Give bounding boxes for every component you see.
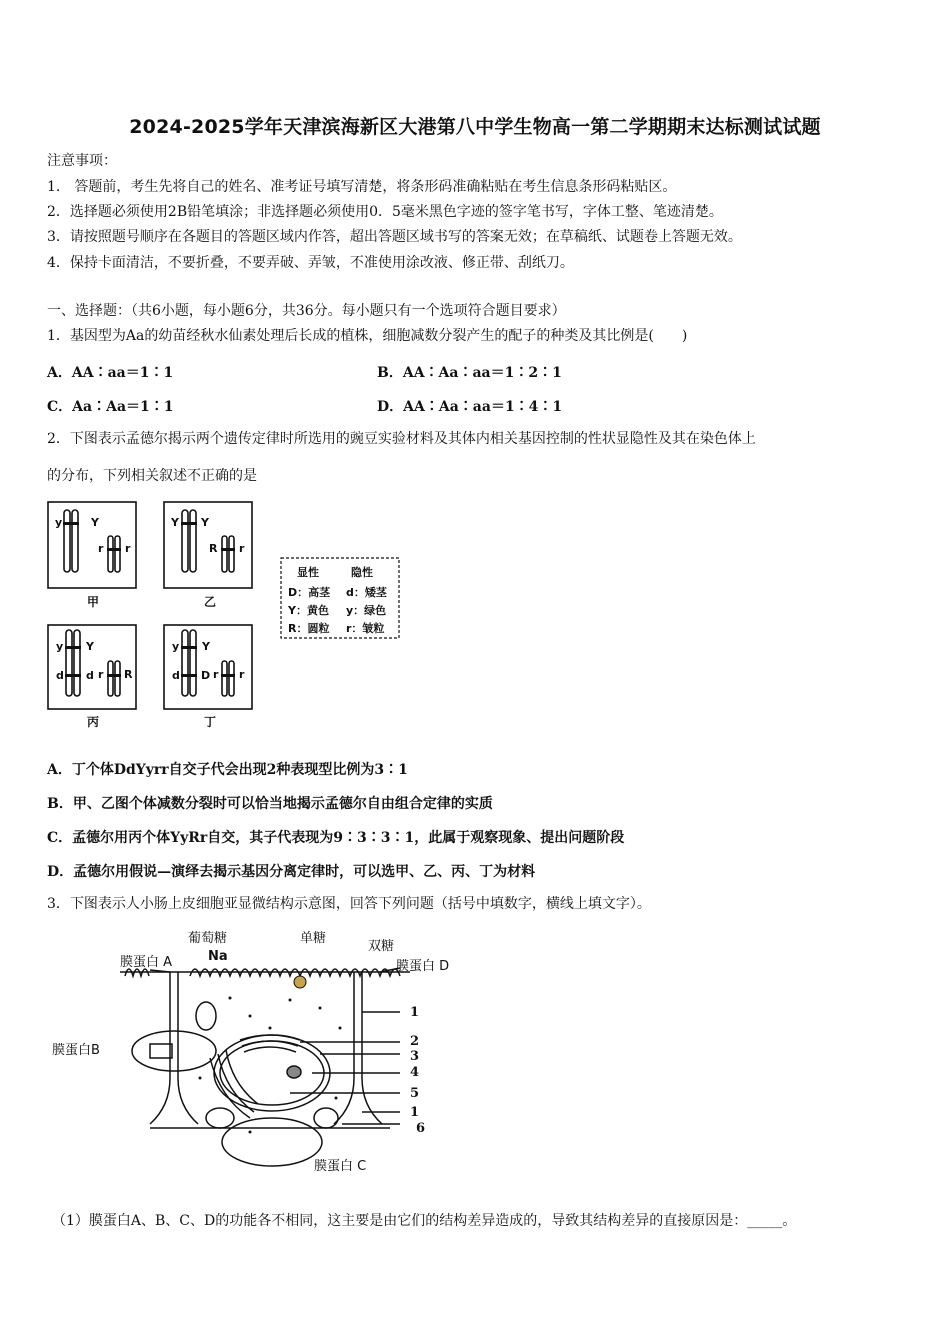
legend-recessive-d: d：矮茎 [346,586,387,599]
label-protein-b: 膜蛋白B [52,1043,100,1058]
legend-dominant-r: R：圆粒 [288,622,330,635]
label-num-3: 3 [410,1049,420,1064]
panel-label-ding: 丁 [204,715,217,729]
gene-label: R [124,668,133,681]
label-num-6: 6 [416,1121,426,1136]
gene-label: Y [171,516,179,529]
gene-label: y [55,516,63,529]
gene-label: d [86,669,94,682]
q1-option-b: B．AA∶Aa∶aa＝1∶2∶1 [377,365,562,381]
label-num-1: 1 [410,1005,420,1020]
label-num-2: 2 [410,1034,420,1049]
gene-label: r [98,542,104,555]
panel-label-jia: 甲 [87,595,100,609]
gene-label: r [239,668,245,681]
gene-label: y [172,640,180,653]
legend-dominant-d: D：高茎 [288,586,331,599]
label-na: Na [208,949,228,964]
legend-head-dominant: 显性 [297,566,319,579]
label-num-5: 5 [410,1086,420,1101]
notice-item-1: 1. 答题前，考生先将自己的姓名、准考证号填写清楚，将条形码准确粘贴在考生信息条形码粘贴区。 [47,179,677,195]
gene-label: Y [201,516,209,529]
section-heading: 一、选择题：（共6小题，每小题6分，共36分。每小题只有一个选项符合题目要求） [47,303,566,319]
gene-label: D [201,669,211,682]
q1-option-c: C．Aa∶Aa＝1∶1 [47,399,174,415]
q1-stem: 1．基因型为Aa的幼苗经秋水仙素处理后长成的植株，细胞减数分裂产生的配子的种类及其比例是( ) [47,328,688,344]
gene-label: r [98,668,104,681]
label-protein-c: 膜蛋白 C [314,1159,367,1174]
panel-ding-frame [164,625,252,709]
q1-option-a: A．AA∶aa＝1∶1 [47,365,174,381]
panel-label-bing: 丙 [87,715,100,729]
gene-label: r [239,542,245,555]
gene-label: d [56,669,64,682]
q2-option-a: A．丁个体DdYyrr自交子代会出现2种表现型比例为3∶1 [47,762,408,778]
label-disaccharide: 双糖 [368,939,395,954]
gene-label: r [125,542,131,555]
gene-label: Y [202,640,210,653]
q2-stem-line2: 的分布，下列相关叙述不正确的是 [47,468,257,484]
label-glucose: 葡萄糖 [188,931,228,946]
panel-bing-frame [48,625,136,709]
label-monosaccharide: 单糖 [300,931,327,946]
page-title: 2024-2025学年天津滨海新区大港第八中学生物高一第二学期期末达标测试试题 [129,116,821,138]
notice-item-2: 2．选择题必须使用2B铅笔填涂；非选择题必须使用0．5毫米黑色字迹的签字笔书写，字体工整、笔迹清楚。 [47,204,723,220]
q2-option-b: B．甲、乙图个体减数分裂时可以恰当地揭示孟德尔自由组合定律的实质 [47,796,493,812]
cell-diagram [50,928,450,1178]
gene-label: Y [86,640,94,653]
label-protein-d: 膜蛋白 D [396,959,450,974]
chromosome-figure [44,496,404,736]
panel-jia-frame [48,502,136,588]
notice-item-3: 3．请按照题号顺序在各题目的答题区域内作答，超出答题区域书写的答案无效；在草稿纸、试题卷上答题无效。 [47,229,742,245]
label-num-4: 4 [410,1065,420,1080]
q3-subquestion-1: （1）膜蛋白A、B、C、D的功能各不相同，这主要是由它们的结构差异造成的，导致其结构差异的直接原因是：_____。 [52,1213,797,1229]
q3-stem: 3．下图表示人小肠上皮细胞亚显微结构示意图，回答下列问题（括号中填数字，横线上填文字）。 [47,896,651,912]
notice-heading: 注意事项： [47,153,117,169]
q2-stem-line1: 2．下图表示孟德尔揭示两个遗传定律时所选用的豌豆实验材料及其体内相关基因控制的性状显隐性及其在染色体上 [47,431,756,447]
gene-label: r [213,668,219,681]
gene-label: Y [91,516,99,529]
panel-label-yi: 乙 [204,595,217,609]
q1-option-d: D．AA∶Aa∶aa＝1∶4∶1 [377,399,563,415]
notice-item-4: 4．保持卡面清洁，不要折叠，不要弄破、弄皱，不准使用涂改液、修正带、刮纸刀。 [47,255,574,271]
gene-label: d [172,669,180,682]
legend-recessive-y: y：绿色 [346,604,387,617]
legend-dominant-y: Y：黄色 [288,604,329,617]
q2-option-c: C．孟德尔用丙个体YyRr自交，其子代表现为9∶3∶3∶1，此属于观察现象、提出问题阶段 [47,830,625,846]
label-protein-a: 膜蛋白 A [120,955,173,970]
label-num-1b: 1 [410,1105,420,1120]
legend-recessive-r: r：皱粒 [346,622,385,635]
gene-label: R [209,542,218,555]
gene-label: y [56,640,64,653]
q2-option-d: D．孟德尔用假说—演绎去揭示基因分离定律时，可以选甲、乙、丙、丁为材料 [47,864,536,880]
legend-head-recessive: 隐性 [351,566,373,579]
